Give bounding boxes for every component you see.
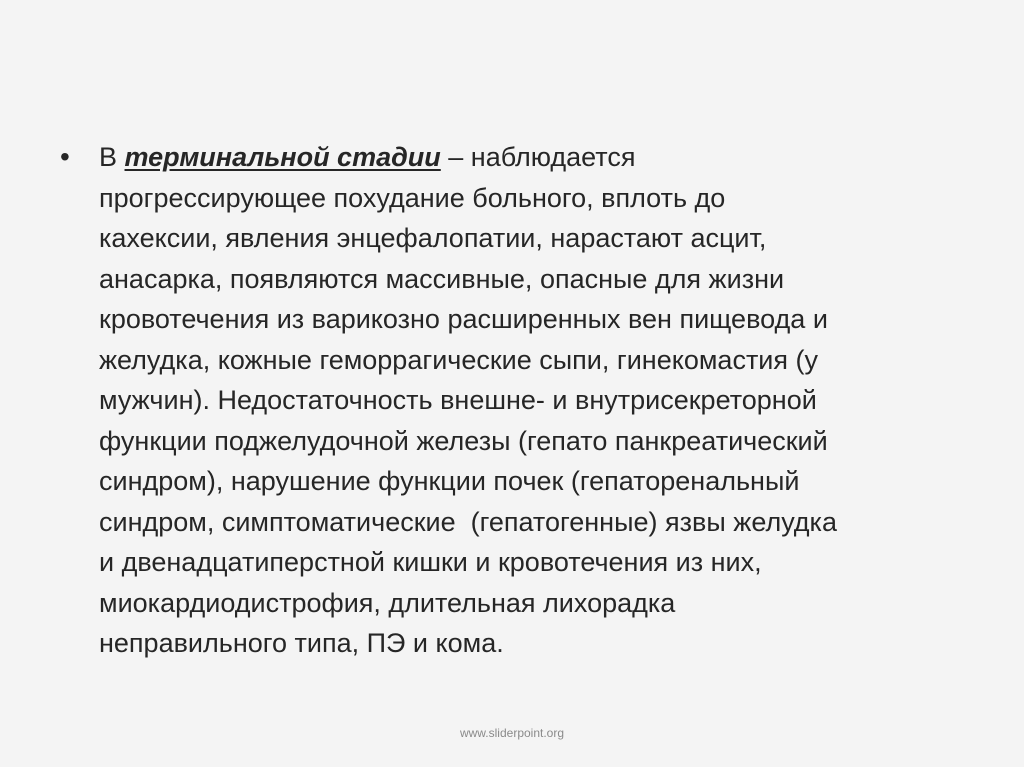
paragraph-line: желудка, кожные геморрагические сыпи, гинекомастия (у [99, 344, 819, 375]
paragraph-line: функции поджелудочной железы (гепато панкреатический [99, 425, 828, 456]
lead-text: В [99, 142, 125, 172]
paragraph-line: синдром), нарушение функции почек (гепаторенальный [99, 466, 800, 496]
paragraph-line: неправильного типа, ПЭ и кома. [99, 628, 504, 658]
paragraph-line: синдром, симптоматические (гепатогенные) язвы желудка [99, 506, 837, 537]
paragraph-line: и двенадцатиперстной кишки и кровотечения из них, [99, 547, 762, 577]
paragraph-line: анасарка, появляются массивные, опасные для жизни [99, 263, 785, 294]
bullet-paragraph [99, 137, 979, 664]
emphasis-term: терминальной стадии [124, 142, 441, 172]
first-line-rest: – наблюдается [440, 142, 636, 172]
paragraph-line: мужчин). Недостаточность внешне- и внутрисекреторной [99, 385, 817, 415]
paragraph-line: кахексии, явления энцефалопатии, нарастают асцит, [99, 223, 767, 253]
paragraph-line: кровотечения из варикозно расширенных вен пищевода и [99, 304, 828, 334]
watermark-footer: www.sliderpoint.org [459, 726, 565, 740]
paragraph-line-1 [99, 137, 979, 178]
paragraph-line: прогрессирующее похудание больного, вплоть до [99, 182, 726, 213]
paragraph-line: миокардиодистрофия, длительная лихорадка [99, 587, 676, 618]
bullet-dot: • [60, 141, 70, 172]
